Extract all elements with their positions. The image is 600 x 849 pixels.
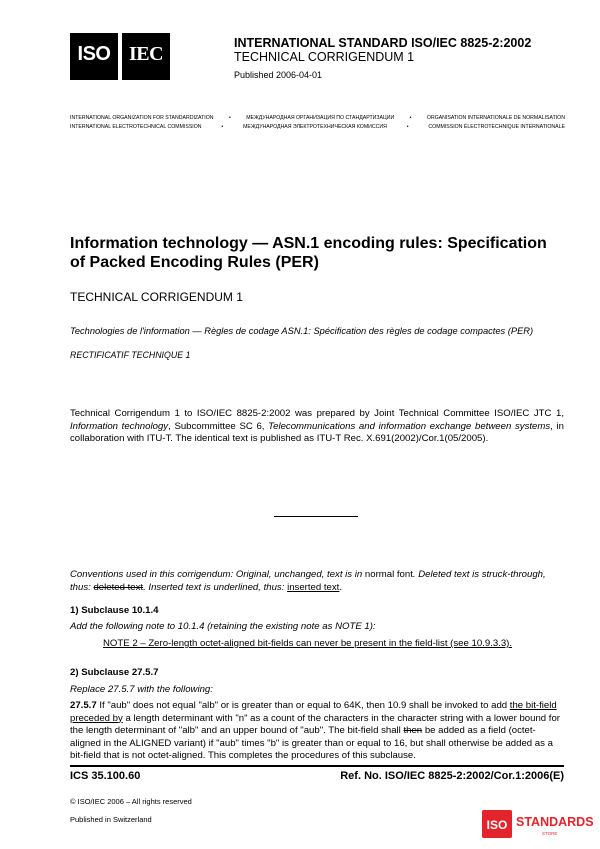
org-iec-ru: МЕЖДУНАРОДНАЯ ЭЛЕКТРОТЕХНИЧЕСКАЯ КОМИССИЯ (243, 124, 387, 130)
intro-committee-title: Information technology (70, 420, 169, 432)
store-logo-standards: STANDARDS (516, 815, 594, 829)
org-line-2 (70, 124, 565, 130)
intro-text: Technical Corrigendum 1 to ISO/IEC 8825-2:2002 was prepared by Joint Technical Committee ISO/IEC JTC 1, (70, 408, 564, 419)
conv-text: . Inserted text is underlined, thus: (143, 581, 288, 593)
document-title: Information technology — ASN.1 encoding rules: Specification of Packed Encoding Rules (PER) (70, 235, 547, 271)
conv-text: Conventions used in this corrigendum: Original, unchanged, text is in (70, 569, 365, 580)
org-iso-en: INTERNATIONAL ORGANIZATION FOR STANDARDIZATION (70, 115, 214, 121)
iec-logo-text: IEC (128, 43, 164, 65)
section-1-instruction: Add the following note to 10.1.4 (retaining the existing note as NOTE 1): (70, 621, 376, 632)
copyright: © ISO/IEC 2006 – All rights reserved (70, 797, 192, 806)
section-2-heading: 2) Subclause 27.5.7 (70, 667, 159, 678)
subclause-text: If "aub" does not equal "alb" or is greater than or equal to 64K, then 10.9 shall be invoked to add (96, 700, 510, 711)
org-line-1 (70, 115, 565, 121)
separator: • (409, 115, 412, 121)
iso-standards-store-logo (482, 810, 594, 838)
conv-inserted-sample: inserted text (287, 581, 340, 593)
separator: • (228, 115, 231, 121)
footer-rule (70, 765, 564, 767)
subclause-number: 27.5.7 (70, 700, 97, 711)
org-iec-en: INTERNATIONAL ELECTROTECHNICAL COMMISSION (70, 124, 202, 130)
published-date: Published 2006-04-01 (234, 70, 323, 80)
section-1-heading: 1) Subclause 10.1.4 (70, 605, 159, 616)
subclause-text: a length determinant with "n" as a count of the characters in the character string with a lower bound for the length determinant of "alb" and an upper bound of "aub". The bit-field shall (70, 712, 560, 737)
org-iec-fr: COMMISSION ÉLECTROTECHNIQUE INTERNATIONALE (428, 124, 565, 130)
conv-deleted-sample: deleted text (93, 581, 144, 593)
deleted-text: then (403, 725, 423, 737)
conventions-paragraph (70, 569, 564, 594)
separator: • (221, 124, 224, 130)
published-in: Published in Switzerland (70, 815, 152, 824)
iso-logo-text: ISO (77, 43, 111, 65)
subclause-text: be added as a field (octet-aligned in the ALIGNED variant) if "aub" times "b" is greater than or equal to 16, but shall otherwise be added as a bit-field that is not octet-aligned. This completes the procedures of this subclause. (70, 725, 553, 762)
standard-title: INTERNATIONAL STANDARD ISO/IEC 8825-2:2002 (234, 36, 532, 50)
intro-subcommittee-title: Telecommunications and information exchange between systems (268, 420, 551, 432)
iso-logo (70, 33, 118, 80)
divider (274, 516, 358, 517)
intro-text: , Subcommittee SC 6, (168, 420, 269, 432)
french-title: Technologies de l'information — Règles de codage ASN.1: Spécification des règles de codage compactes (PER) (70, 326, 534, 336)
intro-text: , in collaboration with ITU-T. The identical text is published as ITU-T Rec. X.691(2002)/Cor.1(05/2005). (70, 420, 565, 444)
corrigendum-label: TECHNICAL CORRIGENDUM 1 (234, 50, 415, 64)
conv-text: . Deleted text is struck-through, thus: (70, 569, 546, 593)
conv-text: . (339, 581, 343, 593)
section-1-note: NOTE 2 – Zero-length octet-aligned bit-fields can never be present in the field-list (see 10.9.3.3). (103, 638, 513, 649)
conv-normal-font: normal font (364, 569, 413, 580)
org-iso-ru: МЕЖДУНАРОДНАЯ ОРГАНИЗАЦИЯ ПО СТАНДАРТИЗАЦИИ (246, 115, 395, 121)
subclause-27-5-7-text (70, 700, 564, 763)
separator: • (406, 124, 409, 130)
ics-code: ICS 35.100.60 (70, 770, 141, 782)
intro-paragraph (70, 408, 564, 446)
org-iso-fr: ORGANISATION INTERNATIONALE DE NORMALISATION (426, 115, 565, 121)
store-logo-iso: ISO (486, 818, 508, 832)
inserted-text: the bit-field preceded by (70, 700, 557, 724)
section-2-instruction: Replace 27.5.7 with the following: (70, 684, 213, 695)
iec-logo (122, 33, 170, 80)
reference-number: Ref. No. ISO/IEC 8825-2:2002/Cor.1:2006(E) (340, 770, 564, 782)
french-tc-label: RECTIFICATIF TECHNIQUE 1 (70, 350, 191, 360)
tc-label: TECHNICAL CORRIGENDUM 1 (70, 290, 243, 304)
store-logo-store: STORE (542, 831, 558, 836)
